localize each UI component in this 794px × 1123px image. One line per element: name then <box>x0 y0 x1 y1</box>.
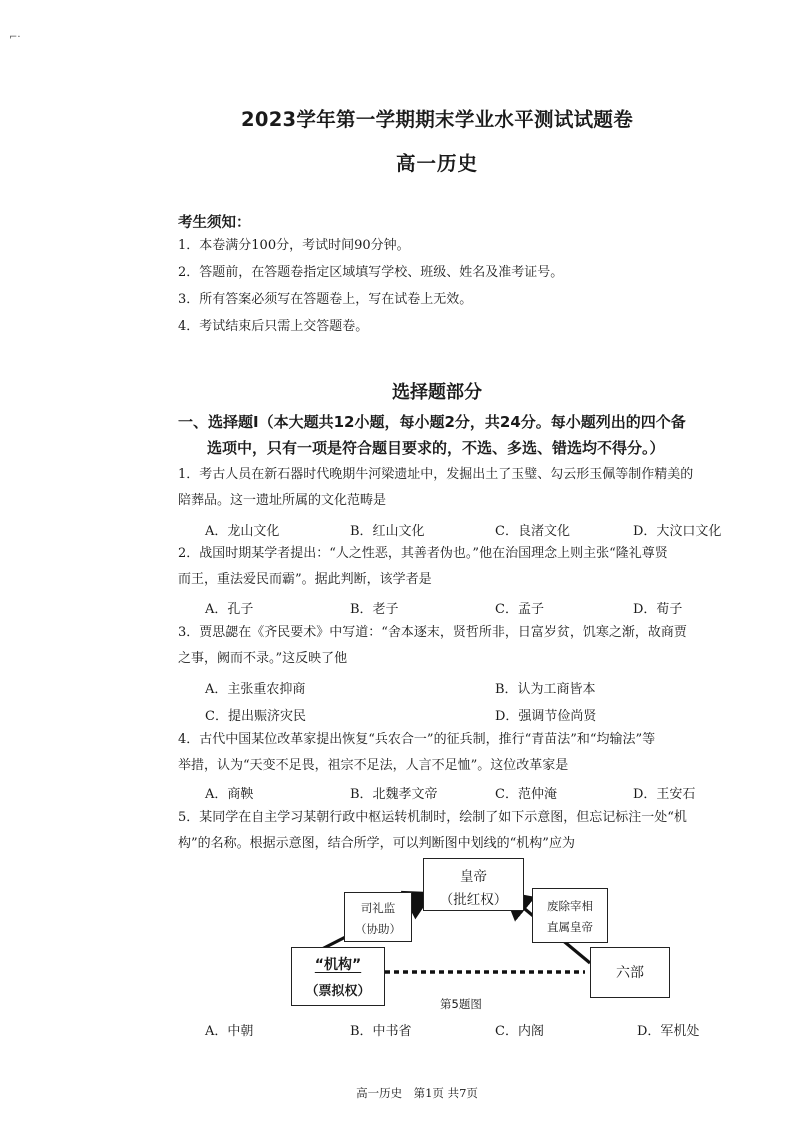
q4-stem-line-1: 4．古代中国某位改革家提出恢复“兵农合一”的征兵制，推行“青苗法”和“均输法”等 <box>178 732 656 747</box>
q1-option-d: D．大汶口文化 <box>633 524 722 539</box>
q4-option-a: A．商鞅 <box>205 787 254 802</box>
notice-item: 2．答题前，在答题卷指定区域填写学校、班级、姓名及准考证号。 <box>178 265 564 280</box>
q4-option-d: D．王安石 <box>633 787 696 802</box>
instructions-line-2: 选项中，只有一项是符合题目要求的，不选、多选、错选均不得分。） <box>207 439 665 457</box>
q5-option-c: C．内阁 <box>495 1024 544 1039</box>
silijian-role-label: （协助） <box>355 922 401 936</box>
q5-stem-line-1: 5．某同学在自主学习某朝行政中枢运转机制时，绘制了如下示意图，但忘记标注一处“机 <box>178 810 687 825</box>
q2-stem-line-2: 而王，重法爱民而霸”。据此判断，该学者是 <box>178 572 432 587</box>
emperor-label: 皇帝 <box>460 869 487 885</box>
q5-option-b: B．中书省 <box>350 1024 412 1039</box>
notice-heading: 考生须知： <box>178 215 251 231</box>
section-title: 选择题部分 <box>392 382 482 403</box>
q1-option-c: C．良渚文化 <box>495 524 570 539</box>
instructions-line-1: 一、选择题Ⅰ（本大题共12小题，每小题2分，共24分。每小题列出的四个备 <box>178 413 686 431</box>
q5-stem-line-2: 构”的名称。根据示意图，结合所学，可以判断图中划线的“机构”应为 <box>178 836 575 851</box>
six-ministries-box <box>590 947 670 998</box>
q4-option-c: C．范仲淹 <box>495 787 557 802</box>
q5-option-d: D．军机处 <box>637 1024 700 1039</box>
institution-power-label: （票拟权） <box>305 984 371 999</box>
q4-option-b: B．北魏孝文帝 <box>350 787 438 802</box>
q4-stem-line-2: 举措，认为“天变不足畏，祖宗不足法，人言不足恤”。这位改革家是 <box>178 758 569 773</box>
q5-option-a: A．中朝 <box>205 1024 254 1039</box>
emperor-box <box>423 858 524 911</box>
q3-stem-line-1: 3．贾思勰在《齐民要术》中写道：“舍本逐末，贤哲所非，日富岁贫，饥寒之渐，故商贾 <box>178 625 687 640</box>
notice-item: 1．本卷满分100分，考试时间90分钟。 <box>178 238 410 253</box>
abolish-label: 废除宰相 <box>547 899 593 913</box>
exam-subject: 高一历史 <box>395 152 478 175</box>
scan-corner-mark: ⌐· <box>9 32 21 43</box>
q1-option-b: B．红山文化 <box>350 524 425 539</box>
abolish-chancellor-box <box>532 888 608 943</box>
q2-option-a: A．孔子 <box>205 602 254 617</box>
q2-option-d: D．荀子 <box>633 602 683 617</box>
emperor-power-label: （批红权） <box>439 892 508 908</box>
q1-stem-line-2: 陪葬品。这一遗址所属的文化范畴是 <box>178 493 387 508</box>
q3-option-d: D．强调节俭尚贤 <box>495 709 597 724</box>
institution-box <box>291 947 385 1006</box>
page-footer: 高一历史 第1页 共7页 <box>356 1086 478 1100</box>
six-ministries-label: 六部 <box>616 965 644 981</box>
q2-stem-line-1: 2．战国时期某学者提出：“人之性恶，其善者伪也。”他在治国理念上则主张“隆礼尊贤 <box>178 546 668 561</box>
q2-option-b: B．老子 <box>350 602 399 617</box>
exam-title: 2023学年第一学期期末学业水平测试试题卷 <box>240 108 634 131</box>
q3-stem-line-2: 之事，阙而不录。”这反映了他 <box>178 651 348 666</box>
institution-label: “机构” <box>314 957 362 973</box>
notice-item: 4．考试结束后只需上交答题卷。 <box>178 319 369 334</box>
direct-emperor-label: 直属皇帝 <box>547 920 593 934</box>
q1-option-a: A．龙山文化 <box>205 524 280 539</box>
q1-stem-line-1: 1．考古人员在新石器时代晚期牛河梁遗址中，发掘出土了玉璧、勾云形玉佩等制作精美的 <box>178 467 694 482</box>
silijian-label: 司礼监 <box>360 901 396 915</box>
notice-item: 3．所有答案必须写在答题卷上，写在试卷上无效。 <box>178 292 473 307</box>
diagram-caption: 第5题图 <box>440 997 482 1011</box>
q3-option-a: A．主张重农抑商 <box>205 682 306 697</box>
q2-option-c: C．孟子 <box>495 602 544 617</box>
q3-option-b: B．认为工商皆本 <box>495 682 596 697</box>
q3-option-c: C．提出赈济灾民 <box>205 709 306 724</box>
silijian-box <box>344 892 412 942</box>
